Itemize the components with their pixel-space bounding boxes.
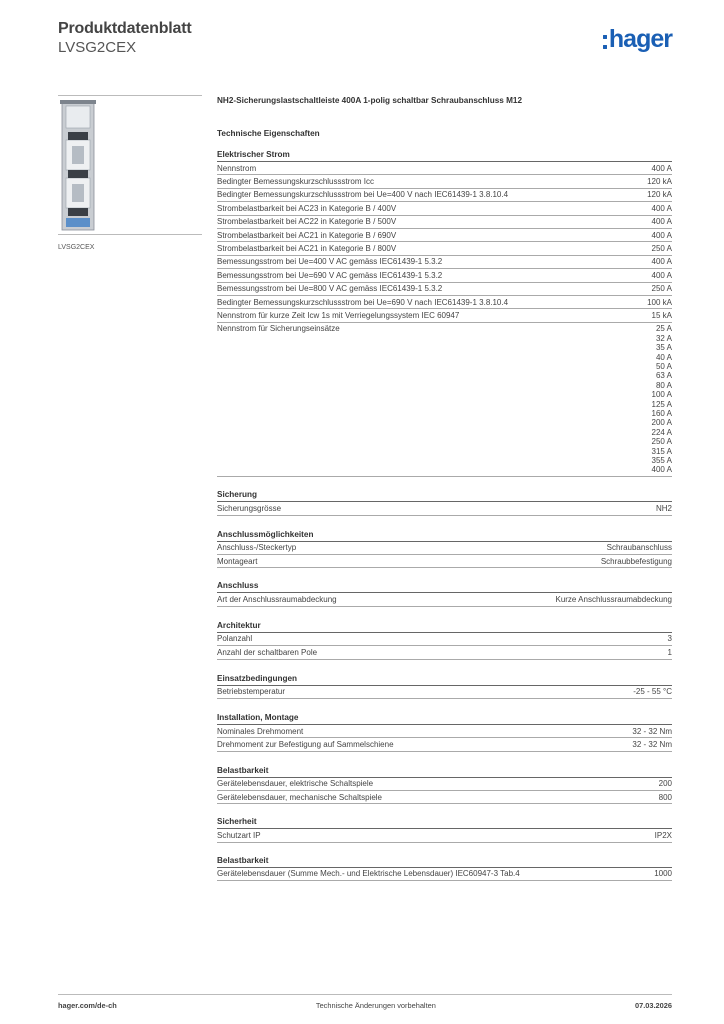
spec-section [217,490,672,515]
spec-label: Anschluss-/Steckertyp [217,543,297,553]
spec-label: Anzahl der schaltbaren Pole [217,647,318,657]
spec-label: Bedingter Bemessungskurzschlussstrom bei Ue=690 V nach IEC61439-1 3.8.10.4 [217,297,509,307]
spec-label: Gerätelebensdauer, mechanische Schaltspiele [217,792,382,802]
spec-section [217,150,672,477]
spec-label: Betriebstemperatur [217,687,286,697]
spec-section [217,817,672,842]
spec-section [217,766,672,805]
spec-label: Gerätelebensdauer (Summe Mech.- und Elektrische Lebensdauer) IEC60947-3 Tab.4 [217,869,520,879]
spec-row [217,778,672,791]
section-title: Sicherung [217,490,672,502]
spec-row [217,686,672,699]
fuse-rating-value: 100 A [651,390,672,400]
product-image [58,95,202,235]
spec-row [217,175,672,188]
fuse-switch-illustration [58,96,202,236]
spec-label: Nennstrom [217,163,257,173]
spec-value: 100 kA [647,297,672,307]
spec-value: Schraubanschluss [606,543,672,553]
spec-value: 200 [658,779,672,789]
spec-label: Schutzart IP [217,831,261,841]
spec-value: 400 A [651,257,672,267]
section-title: Architektur [217,621,672,633]
spec-label: Sicherungsgrösse [217,503,282,513]
spec-label: Nennstrom für kurze Zeit Icw 1s mit Verriegelungssystem IEC 60947 [217,310,460,320]
fuse-rating-value: 32 A [655,333,672,343]
spec-section [217,674,672,699]
fuse-rating-value: 125 A [651,399,672,409]
spec-row [217,738,672,751]
spec-value: 400 A [651,230,672,240]
section-title: Anschlussmöglichkeiten [217,530,672,542]
document-header [58,20,192,56]
spec-value: NH2 [655,503,672,513]
fuse-rating-value: 355 A [651,455,672,465]
spec-row [217,283,672,296]
spec-sections [217,150,672,881]
spec-value: 1000 [654,869,672,879]
fuse-rating-value: 35 A [655,343,672,353]
spec-value: 120 kA [647,176,672,186]
spec-label: Polanzahl [217,634,253,644]
page-footer [58,994,672,1010]
fuse-rating-value: 25 A [655,324,672,334]
fuse-rating-value: 50 A [655,361,672,371]
product-code: LVSG2CEX [58,39,137,56]
spec-label: Bedingter Bemessungskurzschlussstrom bei Ue=400 V nach IEC61439-1 3.8.10.4 [217,190,509,200]
footer-website[interactable]: hager.com/de-ch [58,1001,117,1010]
spec-row [217,829,672,842]
image-caption: LVSG2CEX [58,244,95,251]
spec-label: Bemessungsstrom bei Ue=690 V AC gemäss IEC61439-1 5.3.2 [217,270,443,280]
fuse-rating-value: 160 A [651,408,672,418]
fuse-ratings-row [217,323,672,477]
spec-row [217,296,672,309]
spec-label: Strombelastbarkeit bei AC23 in Kategorie B / 400V [217,203,397,213]
spec-value: 32 - 32 Nm [632,739,672,749]
spec-row [217,502,672,515]
spec-row [217,309,672,322]
spec-label: Bedingter Bemessungskurzschlussstrom Icc [217,176,374,186]
spec-row [217,256,672,269]
fuse-rating-value: 63 A [655,371,672,381]
spec-value: 120 kA [647,190,672,200]
spec-value: 400 A [651,217,672,227]
spec-value: 15 kA [651,310,672,320]
spec-label: Bemessungsstrom bei Ue=400 V AC gemäss IEC61439-1 5.3.2 [217,257,443,267]
section-title: Installation, Montage [217,713,672,725]
spec-label: Nominales Drehmoment [217,726,304,736]
spec-value: 250 A [651,243,672,253]
spec-value: Schraubbefestigung [600,556,672,566]
fuse-rating-value: 80 A [655,380,672,390]
spec-row [217,791,672,804]
spec-section [217,530,672,569]
fuse-rating-value: 200 A [651,418,672,428]
spec-row [217,868,672,881]
spec-label: Montageart [217,556,258,566]
section-title: Belastbarkeit [217,856,672,868]
section-title: Sicherheit [217,817,672,829]
spec-label: Strombelastbarkeit bei AC21 in Kategorie B / 800V [217,243,397,253]
fuse-rating-value: 400 A [651,465,672,475]
spec-row [217,633,672,646]
section-title: Belastbarkeit [217,766,672,778]
spec-row [217,242,672,255]
fuse-rating-value: 315 A [651,446,672,456]
logo-colon-icon [603,35,607,49]
spec-value: 1 [667,647,672,657]
spec-row [217,542,672,555]
spec-value: 400 A [651,270,672,280]
spec-value: 400 A [651,163,672,173]
technical-properties-heading: Technische Eigenschaften [217,129,320,138]
spec-row [217,725,672,738]
fuse-rating-value: 224 A [651,427,672,437]
spec-label: Art der Anschlussraumabdeckung [217,594,337,604]
footer-disclaimer: Technische Änderungen vorbehalten [315,1001,436,1010]
section-title: Anschluss [217,581,672,593]
spec-row [217,269,672,282]
spec-row [217,162,672,175]
spec-row [217,216,672,229]
spec-value: 800 [658,792,672,802]
logo-wordmark: hager [608,25,672,53]
spec-value: 250 A [651,284,672,294]
spec-row [217,555,672,568]
hager-logo [603,27,672,52]
spec-value: -25 - 55 °C [633,687,672,697]
spec-value: Kurze Anschlussraumabdeckung [555,594,672,604]
section-title: Einsatzbedingungen [217,674,672,686]
spec-row [217,646,672,659]
spec-label: Strombelastbarkeit bei AC22 in Kategorie B / 500V [217,217,397,227]
spec-section [217,621,672,660]
spec-content [217,96,672,881]
spec-label: Bemessungsstrom bei Ue=800 V AC gemäss IEC61439-1 5.3.2 [217,284,443,294]
spec-value: 400 A [651,203,672,213]
spec-section [217,856,672,881]
fuse-rating-list [652,324,672,475]
spec-label: Nennstrom für Sicherungseinsätze [217,324,340,334]
spec-section [217,581,672,606]
spec-label: Drehmoment zur Befestigung auf Sammelschiene [217,739,394,749]
footer-date: 07.03.2026 [635,1001,672,1010]
spec-value: 3 [667,634,672,644]
spec-label: Gerätelebensdauer, elektrische Schaltspiele [217,779,374,789]
section-title: Elektrischer Strom [217,150,672,162]
spec-row [217,202,672,215]
spec-row [217,593,672,606]
spec-row [217,229,672,242]
page-title: Produktdatenblatt [58,20,192,37]
spec-label: Strombelastbarkeit bei AC21 in Kategorie B / 690V [217,230,397,240]
fuse-rating-value: 40 A [655,352,672,362]
spec-row [217,189,672,202]
fuse-rating-value: 250 A [651,437,672,447]
product-description: NH2-Sicherungslastschaltleiste 400A 1-polig schaltbar Schraubanschluss M12 [217,96,523,105]
spec-section [217,713,672,752]
spec-value: IP2X [654,831,672,841]
spec-value: 32 - 32 Nm [632,726,672,736]
